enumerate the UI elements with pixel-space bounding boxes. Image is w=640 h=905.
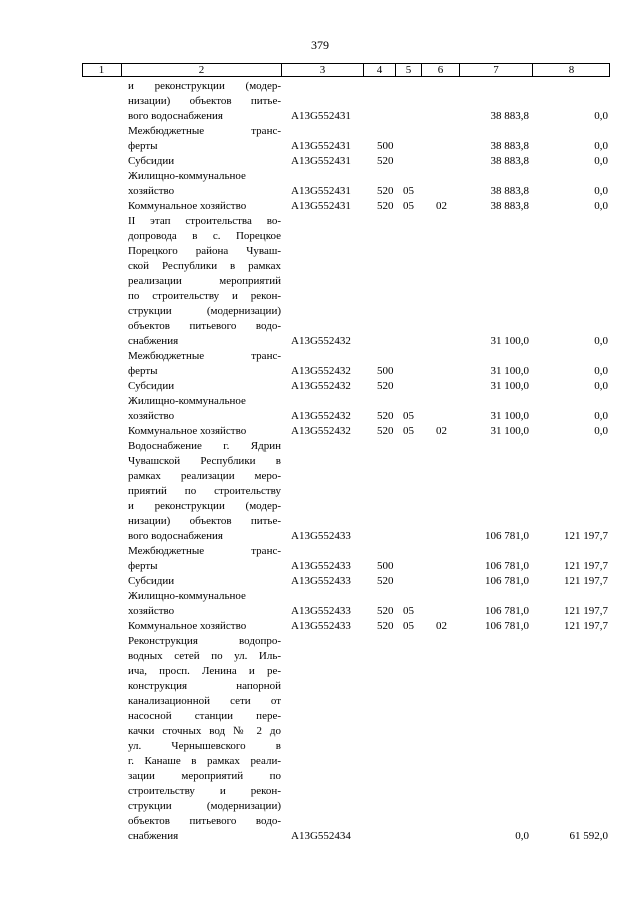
header-col-8: 8: [568, 64, 575, 76]
table-row: [0, 229, 640, 244]
row-description: Коммунальное хозяйство: [128, 425, 247, 437]
row-col-8: 61 592,0: [569, 830, 608, 842]
row-code: А13G552431: [291, 110, 351, 122]
row-col-7: 106 781,0: [485, 620, 529, 632]
row-description: Водоснабжение г. Ядрин: [128, 440, 281, 452]
table-row: [0, 424, 640, 439]
row-description: Коммунальное хозяйство: [128, 620, 247, 632]
row-description: вого водоснабжения: [128, 530, 223, 542]
row-col-8: 0,0: [594, 365, 608, 377]
page-number: 379: [311, 38, 329, 52]
row-description: Порецкого района Чуваш-: [128, 245, 281, 257]
row-description: строительству и рекон-: [128, 785, 281, 797]
row-code: А13G552433: [291, 575, 351, 587]
table-row: [0, 484, 640, 499]
row-code: А13G552433: [291, 560, 351, 572]
row-description: ул. Чернышевского в: [128, 740, 281, 752]
row-col-7: 106 781,0: [485, 530, 529, 542]
row-col-6: 02: [436, 425, 447, 437]
row-description: низации) объектов питье-: [128, 515, 281, 527]
header-col-5: 5: [396, 63, 422, 77]
row-col-8: 0,0: [594, 335, 608, 347]
row-code: А13G552432: [291, 335, 351, 347]
table-row: [0, 154, 640, 169]
row-code: А13G552431: [291, 185, 351, 197]
row-col-4: 520: [377, 620, 394, 632]
row-col-8: 0,0: [594, 155, 608, 167]
row-description: хозяйство: [128, 605, 175, 617]
row-description: реализации мероприятий: [128, 275, 281, 287]
row-description: объектов питьевого водо-: [128, 320, 281, 332]
row-description: Жилищно-коммунальное: [128, 590, 246, 602]
table-row: [0, 139, 640, 154]
row-col-7: 38 883,8: [490, 155, 529, 167]
row-description: снабжения: [128, 830, 179, 842]
table-row: [0, 769, 640, 784]
row-col-7: 38 883,8: [490, 200, 529, 212]
table-row: [0, 634, 640, 649]
row-col-7: 31 100,0: [490, 410, 529, 422]
row-code: А13G552433: [291, 620, 351, 632]
table-row: [0, 664, 640, 679]
row-description: снабжения: [128, 335, 179, 347]
row-col-7: 31 100,0: [490, 425, 529, 437]
row-col-4: 520: [377, 380, 394, 392]
row-col-7: 0,0: [515, 830, 529, 842]
row-description: ферты: [128, 365, 158, 377]
row-description: низации) объектов питье-: [128, 95, 281, 107]
row-description: г. Канаше в рамках реали-: [128, 755, 281, 767]
row-description: водных сетей по ул. Иль-: [128, 650, 281, 662]
table-row: [0, 649, 640, 664]
row-description: по строительству и рекон-: [128, 290, 281, 302]
row-col-8: 0,0: [594, 140, 608, 152]
row-description: рамках реализации меро-: [128, 470, 281, 482]
table-row: [0, 619, 640, 634]
table-row: [0, 319, 640, 334]
row-description: объектов питьевого водо-: [128, 815, 281, 827]
row-col-4: 520: [377, 575, 394, 587]
header-col-1: 1: [82, 63, 122, 77]
row-col-8: 0,0: [594, 200, 608, 212]
table-row: [0, 349, 640, 364]
row-col-7: 106 781,0: [485, 560, 529, 572]
row-code: А13G552431: [291, 155, 351, 167]
row-description: вого водоснабжения: [128, 110, 223, 122]
row-description: ферты: [128, 140, 158, 152]
row-description: Реконструкция водопро-: [128, 635, 281, 647]
row-col-4: 520: [377, 605, 394, 617]
table-row: [0, 79, 640, 94]
row-col-5: 05: [403, 425, 414, 437]
table-row: [0, 289, 640, 304]
table-row: [0, 469, 640, 484]
row-col-5: 05: [403, 185, 414, 197]
row-col-5: 05: [403, 605, 414, 617]
row-col-8: 0,0: [594, 425, 608, 437]
table-row: [0, 514, 640, 529]
table-row: [0, 799, 640, 814]
row-code: А13G552434: [291, 830, 351, 842]
table-row: [0, 199, 640, 214]
table-row: [0, 529, 640, 544]
row-description: хозяйство: [128, 410, 175, 422]
row-description: Субсидии: [128, 575, 175, 587]
table-row: [0, 604, 640, 619]
table-row: [0, 544, 640, 559]
row-col-7: 38 883,8: [490, 185, 529, 197]
row-col-4: 520: [377, 200, 394, 212]
table-row: [0, 334, 640, 349]
header-col-3: 3: [282, 63, 364, 77]
table-row: [0, 214, 640, 229]
row-code: А13G552432: [291, 380, 351, 392]
row-col-5: 05: [403, 620, 414, 632]
row-description: Жилищно-коммунальное: [128, 170, 246, 182]
row-col-4: 520: [377, 185, 394, 197]
row-code: А13G552432: [291, 425, 351, 437]
table-row: [0, 739, 640, 754]
table-header: [82, 63, 610, 77]
row-description: ской Республики в рамках: [128, 260, 281, 272]
row-description: Межбюджетные транс-: [128, 125, 281, 137]
header-col-2: 2: [122, 63, 282, 77]
row-description: Коммунальное хозяйство: [128, 200, 247, 212]
row-col-8: 121 197,7: [564, 530, 608, 542]
row-code: А13G552433: [291, 530, 351, 542]
table-row: [0, 304, 640, 319]
row-description: приятий по строительству: [128, 485, 281, 497]
row-col-5: 05: [403, 410, 414, 422]
table-row: [0, 364, 640, 379]
row-col-8: 121 197,7: [564, 605, 608, 617]
row-col-7: 106 781,0: [485, 605, 529, 617]
header-col-4: 4: [364, 63, 396, 77]
row-description: хозяйство: [128, 185, 175, 197]
row-description: и реконструкции (модер-: [128, 80, 281, 92]
row-description: и реконструкции (модер-: [128, 500, 281, 512]
row-col-8: 121 197,7: [564, 560, 608, 572]
row-col-4: 500: [377, 560, 394, 572]
row-col-6: 02: [436, 620, 447, 632]
table-row: [0, 589, 640, 604]
table-row: [0, 184, 640, 199]
table-row: [0, 694, 640, 709]
row-code: А13G552433: [291, 605, 351, 617]
row-description: ферты: [128, 560, 158, 572]
table-row: [0, 574, 640, 589]
table-row: [0, 709, 640, 724]
table-row: [0, 784, 640, 799]
row-code: А13G552431: [291, 140, 351, 152]
row-code: А13G552432: [291, 365, 351, 377]
header-col-6: 6: [422, 63, 460, 77]
row-col-7: 31 100,0: [490, 380, 529, 392]
row-description: Межбюджетные транс-: [128, 350, 281, 362]
row-col-7: 31 100,0: [490, 365, 529, 377]
table-row: [0, 439, 640, 454]
row-col-7: 38 883,8: [490, 110, 529, 122]
row-col-4: 520: [377, 425, 394, 437]
row-col-8: 0,0: [594, 110, 608, 122]
row-col-6: 02: [436, 200, 447, 212]
table-row: [0, 244, 640, 259]
row-description: насосной станции пере-: [128, 710, 281, 722]
row-col-5: 05: [403, 200, 414, 212]
table-row: [0, 724, 640, 739]
row-code: А13G552432: [291, 410, 351, 422]
row-col-8: 0,0: [594, 410, 608, 422]
row-description: II этап строительства во-: [128, 215, 281, 227]
table-row: [0, 394, 640, 409]
table-row: [0, 109, 640, 124]
row-description: струкции (модернизации): [128, 305, 281, 317]
header-col-7: 7: [460, 63, 533, 77]
row-description: зации мероприятий по: [128, 770, 281, 782]
row-col-7: 38 883,8: [490, 140, 529, 152]
table-row: [0, 379, 640, 394]
row-description: канализационной сети от: [128, 695, 281, 707]
table-row: [0, 124, 640, 139]
table-row: [0, 169, 640, 184]
table-row: [0, 409, 640, 424]
table-row: [0, 559, 640, 574]
table-row: [0, 814, 640, 829]
row-col-8: 121 197,7: [564, 575, 608, 587]
row-description: Жилищно-коммунальное: [128, 395, 246, 407]
row-description: Межбюджетные транс-: [128, 545, 281, 557]
row-col-4: 520: [377, 155, 394, 167]
table-row: [0, 259, 640, 274]
table-body: [0, 79, 640, 844]
row-col-4: 500: [377, 365, 394, 377]
row-description: конструкция напорной: [128, 680, 281, 692]
row-code: А13G552431: [291, 200, 351, 212]
row-col-8: 0,0: [594, 380, 608, 392]
row-description: Чувашской Республики в: [128, 455, 281, 467]
row-col-7: 31 100,0: [490, 335, 529, 347]
row-description: струкции (модернизации): [128, 800, 281, 812]
table-row: [0, 454, 640, 469]
row-col-7: 106 781,0: [485, 575, 529, 587]
row-description: допровода в с. Порецкое: [128, 230, 281, 242]
table-row: [0, 274, 640, 289]
row-description: ича, просп. Ленина и ре-: [128, 665, 281, 677]
table-row: [0, 754, 640, 769]
row-col-8: 0,0: [594, 185, 608, 197]
table-row: [0, 679, 640, 694]
table-row: [0, 94, 640, 109]
row-description: Субсидии: [128, 380, 175, 392]
row-col-4: 500: [377, 140, 394, 152]
row-col-8: 121 197,7: [564, 620, 608, 632]
row-col-4: 520: [377, 410, 394, 422]
table-row: [0, 829, 640, 844]
row-description: качки сточных вод № 2 до: [128, 725, 281, 737]
row-description: Субсидии: [128, 155, 175, 167]
table-row: [0, 499, 640, 514]
